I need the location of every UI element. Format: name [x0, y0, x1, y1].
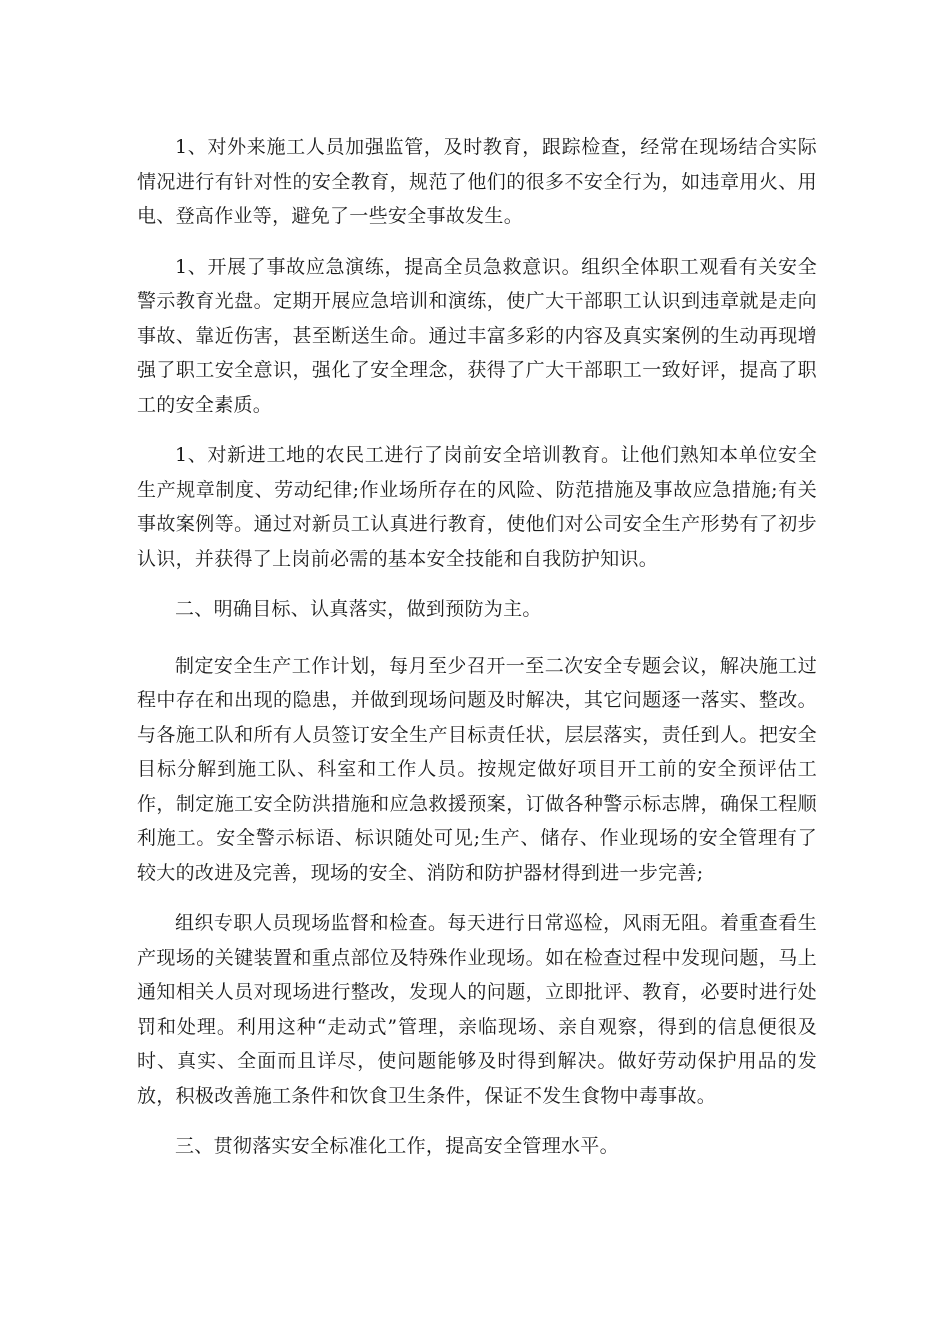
paragraph-inspection: 组织专职人员现场监督和检查。每天进行日常巡检，风雨无阻。着重查看生产现场的关键装置和重点部位及特殊作业现场。如在检查过程中发现问题，马上通知相关人员对现场进行整改，发现人的问题，立即批评、教育，必要时进行处罚和处理。利用这种“走动式”管理，亲临现场、亲自观察，得到的信息便很及时、真实、全面而且详尽，使问题能够及时得到解决。做好劳动保护用品的发放，积极改善施工条件和饮食卫生条件，保证不发生食物中毒事故。 [137, 912, 817, 1107]
paragraph-worker-training: 1、对新进工地的农民工进行了岗前安全培训教育。让他们熟知本单位安全生产规章制度、劳动纪律;作业场所存在的风险、防范措施及事故应急措施;有关事故案例等。通过对新员工认真进行教育，使他们对公司安全生产形势有了初步认识，并获得了上岗前必需的基本安全技能和自我防护知识。 [137, 444, 817, 570]
paragraph-emergency-drill: 1、开展了事故应急演练，提高全员急救意识。组织全体职工观看有关安全警示教育光盘。定期开展应急培训和演练，使广大干部职工认识到违章就是走向事故、靠近伤害，甚至断送生命。通过丰富多彩的内容及真实案例的生动再现增强了职工安全意识，强化了安全理念，获得了广大干部职工一致好评，提高了职工的安全素质。 [137, 255, 817, 416]
section-heading-two: 二、明确目标、认真落实，做到预防为主。 [175, 598, 542, 620]
section-heading-three: 三、贯彻落实安全标准化工作，提高安全管理水平。 [175, 1135, 619, 1157]
document-body [137, 130, 817, 1186]
paragraph-safety-plan: 制定安全生产工作计划，每月至少召开一至二次安全专题会议，解决施工过程中存在和出现的隐患，并做到现场问题及时解决，其它问题逐一落实、整改。与各施工队和所有人员签订安全生产目标责任状，层层落实，责任到人。把安全目标分解到施工队、科室和工作人员。按规定做好项目开工前的安全预评估工作，制定施工安全防洪措施和应急救援预案，订做各种警示标志牌，确保工程顺利施工。安全警示标语、标识随处可见;生产、储存、作业现场的安全管理有了较大的改进及完善，现场的安全、消防和防护器材得到进一步完善; [137, 654, 817, 884]
paragraph-outsider-supervision: 1、对外来施工人员加强监管，及时教育，跟踪检查，经常在现场结合实际情况进行有针对性的安全教育，规范了他们的很多不安全行为，如违章用火、用电、登高作业等，避免了一些安全事故发生。 [137, 136, 817, 227]
